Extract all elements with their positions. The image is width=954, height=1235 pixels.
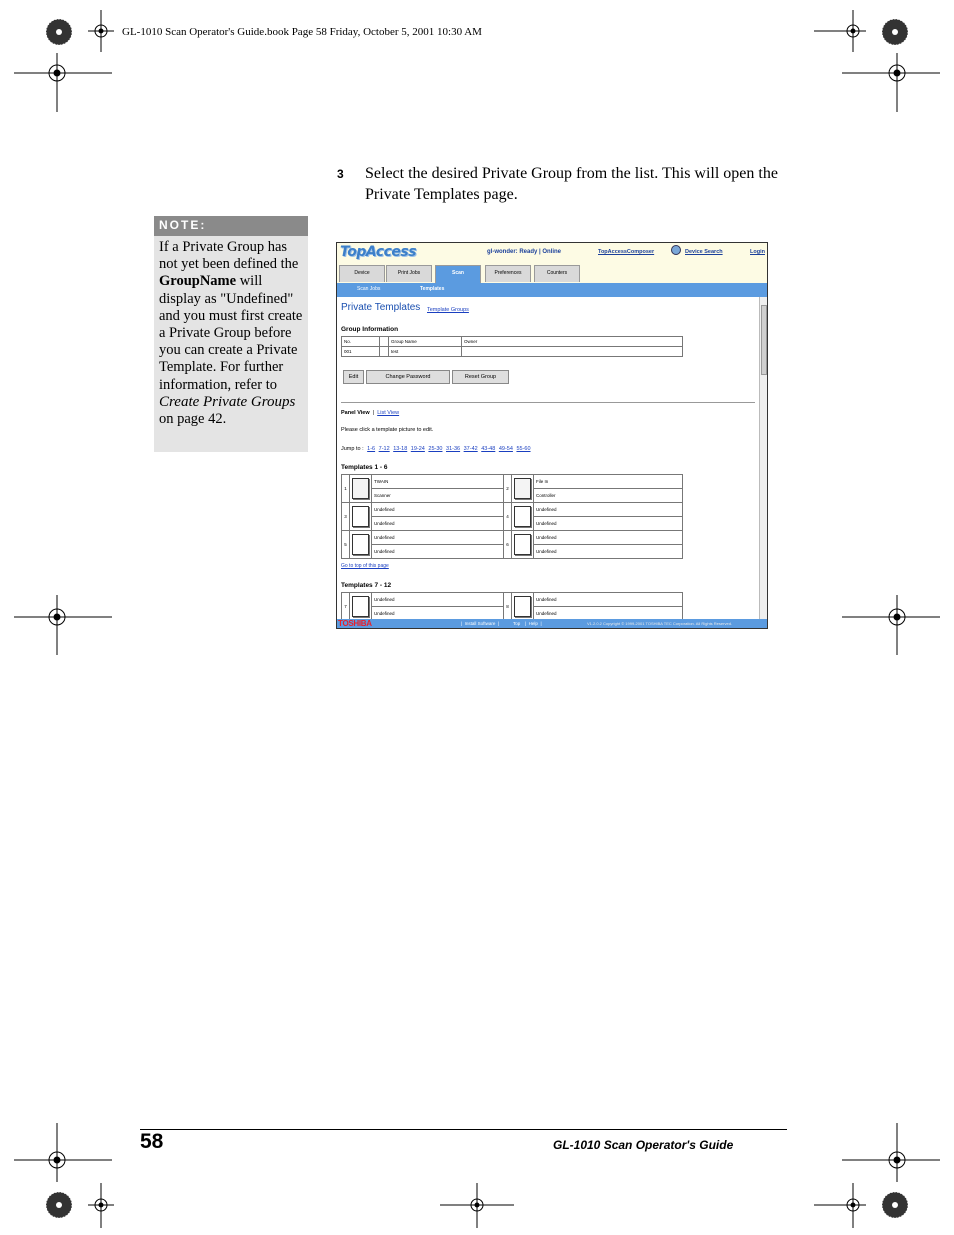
template-icon[interactable] bbox=[512, 531, 534, 559]
document-icon bbox=[352, 596, 369, 617]
login-link[interactable]: Login bbox=[750, 249, 765, 255]
topaccess-composer-link[interactable]: TopAccessComposer bbox=[598, 249, 655, 255]
group-header-owner: Owner bbox=[462, 337, 683, 347]
template-icon[interactable] bbox=[350, 531, 372, 559]
device-search-link[interactable]: Device Search bbox=[685, 249, 723, 255]
jump-to-bar bbox=[341, 446, 533, 452]
list-view-link[interactable]: List View bbox=[377, 410, 400, 416]
reset-group-button[interactable]: Reset Group bbox=[452, 370, 509, 384]
guide-title: GL-1010 Scan Operator's Guide bbox=[553, 1138, 734, 1152]
group-info-heading: Group Information bbox=[341, 326, 399, 333]
sub-navigation bbox=[337, 283, 767, 297]
toshiba-logo: TOSHIBA bbox=[338, 619, 372, 628]
file-in-icon bbox=[514, 478, 531, 499]
scrollbar-thumb[interactable] bbox=[761, 305, 767, 375]
note-body: If a Private Group has not yet been defined the GroupName will display as "Undefined" and you must first create a Private Group before you can create a Private Template. For further information, refer to Create Private Groups on page 42. bbox=[159, 239, 303, 428]
template-icon[interactable] bbox=[350, 475, 372, 503]
table-row: Undefined Undefined bbox=[342, 607, 683, 621]
document-icon bbox=[514, 506, 531, 527]
template-groups-link[interactable]: Template Groups bbox=[427, 307, 469, 313]
topaccess-screenshot bbox=[336, 242, 768, 629]
table-row: Undefined Undefined bbox=[342, 517, 683, 531]
divider bbox=[341, 402, 755, 403]
templates-1-6-heading: Templates 1 - 6 bbox=[341, 464, 388, 471]
help-link[interactable]: | Help | bbox=[525, 621, 542, 626]
jump-label: Jump to : bbox=[341, 446, 364, 452]
document-icon bbox=[352, 506, 369, 527]
topaccess-footer bbox=[337, 619, 767, 629]
jump-link[interactable]: 25-30 bbox=[428, 446, 443, 452]
note-box bbox=[154, 216, 308, 452]
group-cell-no: 001 bbox=[342, 347, 380, 357]
document-icon bbox=[514, 596, 531, 617]
print-header: GL-1010 Scan Operator's Guide.book Page 58 Friday, October 5, 2001 10:30 AM bbox=[122, 26, 482, 38]
tab-scan[interactable]: Scan bbox=[435, 265, 481, 283]
vertical-scrollbar[interactable] bbox=[759, 297, 767, 619]
topaccess-header bbox=[337, 243, 767, 283]
tab-preferences[interactable]: Preferences bbox=[485, 265, 531, 282]
device-search-icon bbox=[671, 245, 681, 255]
group-name-term: GroupName bbox=[159, 273, 237, 290]
copyright: V1.2.0.2 Copyright © 1999-2001 TOSHIBA TEC Corporation. All Rights Reserved. bbox=[587, 621, 733, 626]
go-to-top-link[interactable]: Go to top of this page bbox=[341, 563, 389, 569]
templates-7-12-grid bbox=[341, 592, 683, 621]
table-row: 7 Undefined 8 Undefined bbox=[342, 593, 683, 607]
document-icon bbox=[352, 534, 369, 555]
group-header-name: Group Name bbox=[389, 337, 462, 347]
jump-link[interactable]: 49-54 bbox=[498, 446, 513, 452]
template-icon[interactable] bbox=[512, 503, 534, 531]
subnav-templates[interactable]: Templates bbox=[420, 286, 445, 292]
tab-counters[interactable]: Counters bbox=[534, 265, 580, 282]
subnav-scan-jobs[interactable]: Scan Jobs bbox=[357, 286, 381, 292]
tab-print-jobs[interactable]: Print Jobs bbox=[386, 265, 432, 282]
edit-button[interactable]: Edit bbox=[343, 370, 364, 384]
top-link[interactable]: Top bbox=[513, 621, 521, 626]
jump-link[interactable]: 37-42 bbox=[463, 446, 478, 452]
group-header-select bbox=[380, 337, 389, 347]
table-row: 3 Undefined 4 Undefined bbox=[342, 503, 683, 517]
device-status: gl-wonder: Ready | Online bbox=[487, 249, 562, 255]
page-title: Private Templates bbox=[341, 302, 421, 313]
main-tabs bbox=[337, 265, 767, 283]
template-icon[interactable] bbox=[512, 475, 534, 503]
jump-link[interactable]: 1-6 bbox=[367, 446, 376, 452]
table-row: Scanner Controller bbox=[342, 489, 683, 503]
template-icon[interactable] bbox=[350, 503, 372, 531]
footer-rule bbox=[140, 1129, 787, 1130]
jump-link[interactable]: 43-48 bbox=[481, 446, 496, 452]
change-password-button[interactable]: Change Password bbox=[366, 370, 450, 384]
page-number: 58 bbox=[140, 1130, 164, 1153]
step-number: 3 bbox=[337, 167, 344, 181]
group-header-no: No. bbox=[342, 337, 380, 347]
table-row: 5 Undefined 6 Undefined bbox=[342, 531, 683, 545]
topaccess-logo: TopAccess bbox=[340, 244, 417, 260]
group-info-table bbox=[341, 336, 683, 357]
jump-link[interactable]: 31-36 bbox=[446, 446, 461, 452]
template-icon[interactable] bbox=[350, 593, 372, 621]
group-cell-owner bbox=[462, 347, 683, 357]
table-row: Undefined Undefined bbox=[342, 545, 683, 559]
page-content bbox=[337, 297, 759, 619]
jump-link[interactable]: 7-12 bbox=[378, 446, 390, 452]
jump-link[interactable]: 55-60 bbox=[516, 446, 531, 452]
jump-link[interactable]: 13-18 bbox=[393, 446, 408, 452]
scanner-icon bbox=[352, 478, 369, 499]
document-icon bbox=[514, 534, 531, 555]
install-software-link[interactable]: | Install Software | bbox=[461, 621, 500, 626]
click-instruction: Please click a template picture to edit. bbox=[341, 427, 434, 433]
tab-device[interactable]: Device bbox=[339, 265, 385, 282]
cross-reference: Create Private Groups bbox=[159, 393, 296, 410]
panel-view-label: Panel View bbox=[341, 410, 370, 416]
templates-7-12-heading: Templates 7 - 12 bbox=[341, 582, 392, 589]
template-icon[interactable] bbox=[512, 593, 534, 621]
group-cell-name: test bbox=[389, 347, 462, 357]
group-cell-select bbox=[380, 347, 389, 357]
templates-1-6-grid bbox=[341, 474, 683, 559]
view-switcher: Panel View | List View bbox=[341, 410, 400, 416]
jump-link[interactable]: 19-24 bbox=[410, 446, 425, 452]
step-text: Select the desired Private Group from the list. This will open the Private Templates page. bbox=[365, 165, 778, 203]
table-row: 1 TWAIN 2 File In bbox=[342, 475, 683, 489]
note-heading: NOTE: bbox=[154, 216, 308, 236]
